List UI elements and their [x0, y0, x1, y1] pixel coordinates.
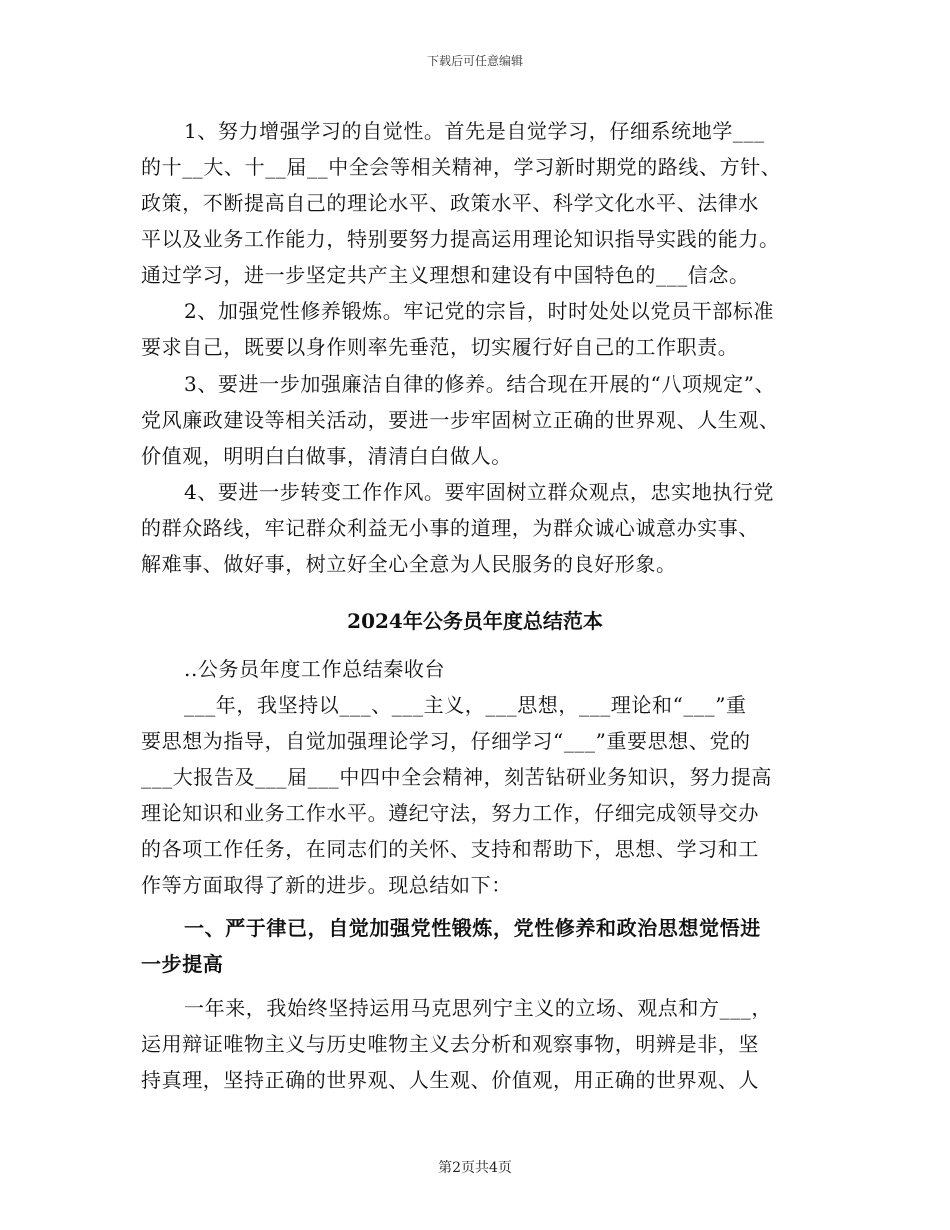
paragraph-line: ..公务员年度工作总结秦收台: [184, 657, 446, 681]
subheading-line: 一、严于律已，自觉加强党性锻炼，党性修养和政治思想觉悟进: [184, 916, 761, 940]
paragraph-line: ___年，我坚持以___、___主义，___思想，___理论和“___”重: [184, 693, 747, 717]
paragraph-line: 3、要进一步加强廉洁自律的修养。结合现在开展的“八项规定”、: [184, 372, 776, 396]
paragraph-line: 2、加强党性修养锻炼。牢记党的宗旨，时时处处以党员干部标准: [184, 299, 775, 323]
paragraph-line: 1、努力增强学习的自觉性。首先是自觉学习，仔细系统地学___: [184, 119, 765, 143]
paragraph-line: 要思想为指导，自觉加强理论学习，仔细学习“___”重要思想、党的: [141, 729, 751, 753]
paragraph-line: 持真理，坚持正确的世界观、人生观、价值观，用正确的世界观、人: [141, 1068, 759, 1092]
paragraph-line: 运用辩证唯物主义与历史唯物主义去分析和观察事物，明辨是非，坚: [141, 1032, 759, 1056]
paragraph-line: 要求自己，既要以身作则率先垂范，切实履行好自己的工作职责。: [141, 335, 739, 359]
paragraph-line: 通过学习，进一步坚定共产主义理想和建设有中国特色的___信念。: [141, 263, 750, 287]
subheading-line: 一步提高: [141, 952, 224, 976]
paragraph-line: 价值观，明明白白做事，清清白白做人。: [141, 444, 512, 468]
page-header-note: 下载后可任意编辑: [426, 54, 523, 68]
paragraph-line: ___大报告及___届___中四中全会精神，刻苦钻研业务知识，努力提高: [141, 765, 772, 789]
paragraph-line: 一年来，我始终坚持运用马克思列宁主义的立场、观点和方___，: [184, 996, 772, 1020]
paragraph-line: 理论知识和业务工作水平。遵纪守法，努力工作，仔细完成领导交办: [141, 801, 759, 825]
paragraph-line: 的各项工作任务，在同志们的关怀、支持和帮助下，思想、学习和工: [141, 837, 759, 861]
section-title: 2024年公务员年度总结范本: [347, 609, 603, 633]
paragraph-line: 平以及业务工作能力，特别要努力提高运用理论知识指导实践的能力。: [141, 227, 780, 251]
paragraph-line: 4、要进一步转变工作作风。要牢固树立群众观点，忠实地执行党: [184, 480, 775, 504]
paragraph-line: 作等方面取得了新的进步。现总结如下：: [141, 873, 512, 897]
page-number-footer: 第2页共4页: [438, 1160, 512, 1176]
paragraph-line: 政策，不断提高自己的理论水平、政策水平、科学文化水平、法律水: [141, 191, 759, 215]
paragraph-line: 党风廉政建设等相关活动，要进一步牢固树立正确的世界观、人生观、: [141, 408, 780, 432]
paragraph-line: 的十__大、十__届__中全会等相关精神，学习新时期党的路线、方针、: [141, 155, 782, 179]
paragraph-line: 解难事、做好事，树立好全心全意为人民服务的良好形象。: [141, 552, 677, 576]
paragraph-line: 的群众路线，牢记群众利益无小事的道理，为群众诚心诚意办实事、: [141, 516, 759, 540]
